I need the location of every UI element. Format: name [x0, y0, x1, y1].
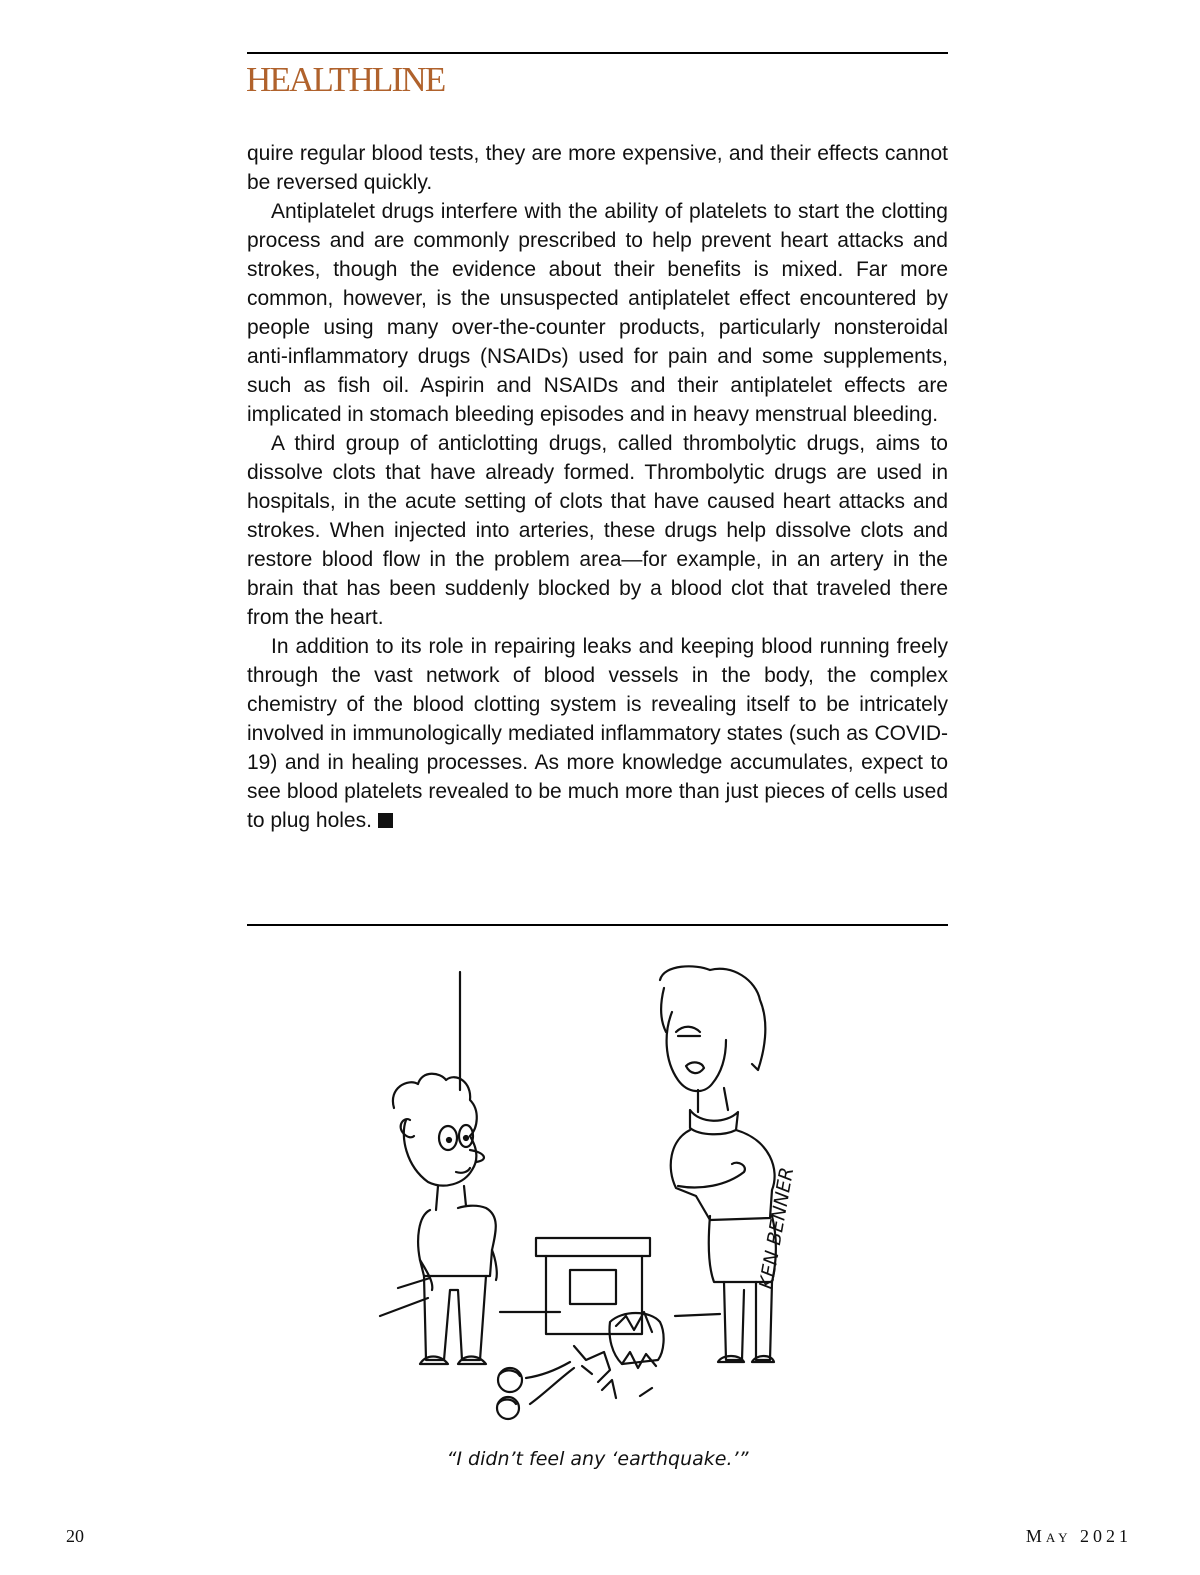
header-rule	[247, 52, 948, 54]
issue-date	[1026, 1526, 1132, 1547]
cartoonist-signature: KEN BENNER	[755, 1165, 799, 1291]
section-title: HEALTHLINE	[246, 60, 445, 99]
article-paragraph: quire regular blood tests, they are more expensive, and their effects cannot be reversed quickly.	[247, 142, 948, 194]
issue-month-rest: AY	[1045, 1530, 1072, 1545]
broken-vase	[574, 1312, 664, 1398]
pedestal	[536, 1238, 650, 1334]
issue-year: 2021	[1080, 1526, 1132, 1546]
article-paragraph-text: In addition to its role in repairing leaks and keeping blood running freely through the vast network of blood vessels in the body, the complex chemistry of the blood clotting system is revealing itself to be intricately involved in immunologically mediated inflammatory states (such as COVID-19) and in healing processes. As more knowledge accumulates, expect to see blood platelets revealed to be much more than just pieces of cells used to plug holes.	[247, 635, 948, 832]
article-body	[247, 139, 948, 835]
cartoon-caption: “I didn’t feel any ‘earthquake.’”	[446, 1448, 749, 1470]
article-paragraph: A third group of anticlotting drugs, called thrombolytic drugs, aims to dissolve clots that have already formed. Thrombolytic drugs are used in hospitals, in the acute setting of clots that have caused heart attacks and strokes. When injected into arteries, these drugs help dissolve clots and restore blood flow in the problem area—for example, in an artery in the brain that has been suddenly blocked by a blood clot that traveled there from the heart.	[247, 432, 948, 629]
section-divider	[247, 924, 948, 926]
spilled-flowers	[497, 1362, 574, 1419]
end-of-article-icon	[378, 813, 393, 828]
floor-line-right	[500, 1312, 720, 1316]
woman-figure	[660, 966, 776, 1362]
page-number: 20	[66, 1526, 84, 1546]
cartoon-illustration	[360, 960, 820, 1430]
boy-figure	[393, 1074, 497, 1364]
article-paragraph-last	[247, 632, 948, 835]
issue-month-initial: M	[1025, 1526, 1046, 1546]
floor-line-left	[380, 1278, 430, 1316]
article-paragraph: Antiplatelet drugs interfere with the ability of platelets to start the clotting process and are commonly prescribed to help prevent heart attacks and strokes, though the evidence about their benefits is mixed. Far more common, however, is the unsuspected antiplatelet effect encountered by people using many over-the-counter products, particularly nonsteroidal anti-inflammatory drugs (NSAIDs) used for pain and some supplements, such as fish oil. Aspirin and NSAIDs and their antiplatelet effects are implicated in stomach bleeding episodes and in heavy menstrual bleeding.	[247, 200, 948, 426]
